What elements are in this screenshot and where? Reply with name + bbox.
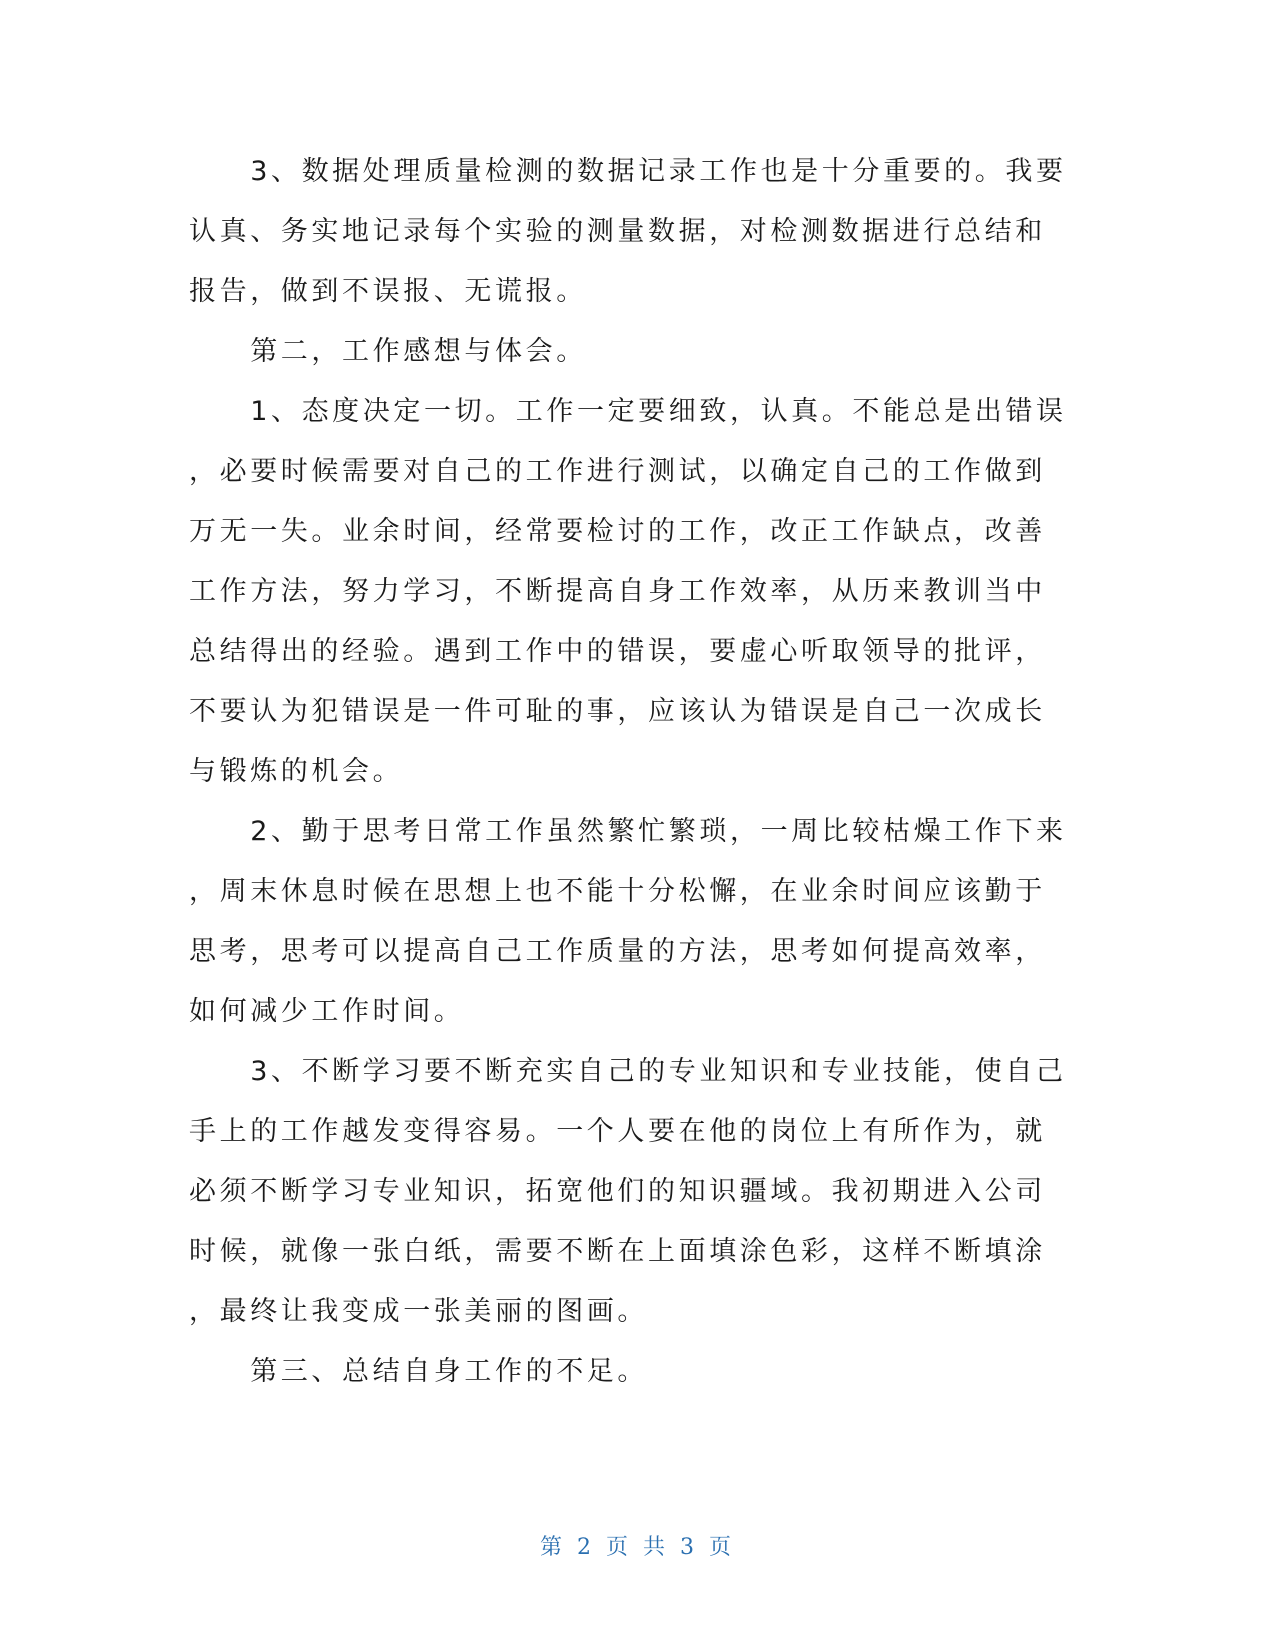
text-line: 报告，做到不误报、无谎报。 (189, 276, 587, 307)
text-line: ，周末休息时候在思想上也不能十分松懈，在业余时间应该勤于 (189, 876, 1046, 907)
document-body (189, 142, 1069, 1402)
text-line: 时候，就像一张白纸，需要不断在上面填涂色彩，这样不断填涂 (189, 1236, 1046, 1267)
text-line: ，最终让我变成一张美丽的图画。 (189, 1296, 648, 1327)
text-line: 3、数据处理质量检测的数据记录工作也是十分重要的。我要 (189, 156, 1067, 187)
text-line: 工作方法，努力学习，不断提高自身工作效率，从历来教训当中 (189, 576, 1046, 607)
text-line: 1、态度决定一切。工作一定要细致，认真。不能总是出错误 (189, 396, 1067, 427)
text-line: 思考，思考可以提高自己工作质量的方法，思考如何提高效率， (189, 936, 1046, 967)
text-line: 必须不断学习专业知识，拓宽他们的知识疆域。我初期进入公司 (189, 1176, 1046, 1207)
page-number: 第 2 页 共 3 页 (540, 1535, 735, 1560)
text-line: 2、勤于思考日常工作虽然繁忙繁琐，一周比较枯燥工作下来 (189, 816, 1067, 847)
text-line: ，必要时候需要对自己的工作进行测试，以确定自己的工作做到 (189, 456, 1046, 487)
text-line: 如何减少工作时间。 (189, 996, 465, 1027)
text-line: 认真、务实地记录每个实验的测量数据，对检测数据进行总结和 (189, 216, 1046, 247)
text-line: 万无一失。业余时间，经常要检讨的工作，改正工作缺点，改善 (189, 516, 1046, 547)
section-heading: 第二，工作感想与体会。 (189, 336, 587, 367)
text-line: 与锻炼的机会。 (189, 756, 404, 787)
text-line: 3、不断学习要不断充实自己的专业知识和专业技能，使自己 (189, 1056, 1067, 1087)
text-line: 手上的工作越发变得容易。一个人要在他的岗位上有所作为，就 (189, 1116, 1046, 1147)
section-heading: 第三、总结自身工作的不足。 (189, 1356, 648, 1387)
page-footer (0, 1530, 1275, 1561)
text-line: 不要认为犯错误是一件可耻的事，应该认为错误是自己一次成长 (189, 696, 1046, 727)
text-line: 总结得出的经验。遇到工作中的错误，要虚心听取领导的批评， (189, 636, 1046, 667)
